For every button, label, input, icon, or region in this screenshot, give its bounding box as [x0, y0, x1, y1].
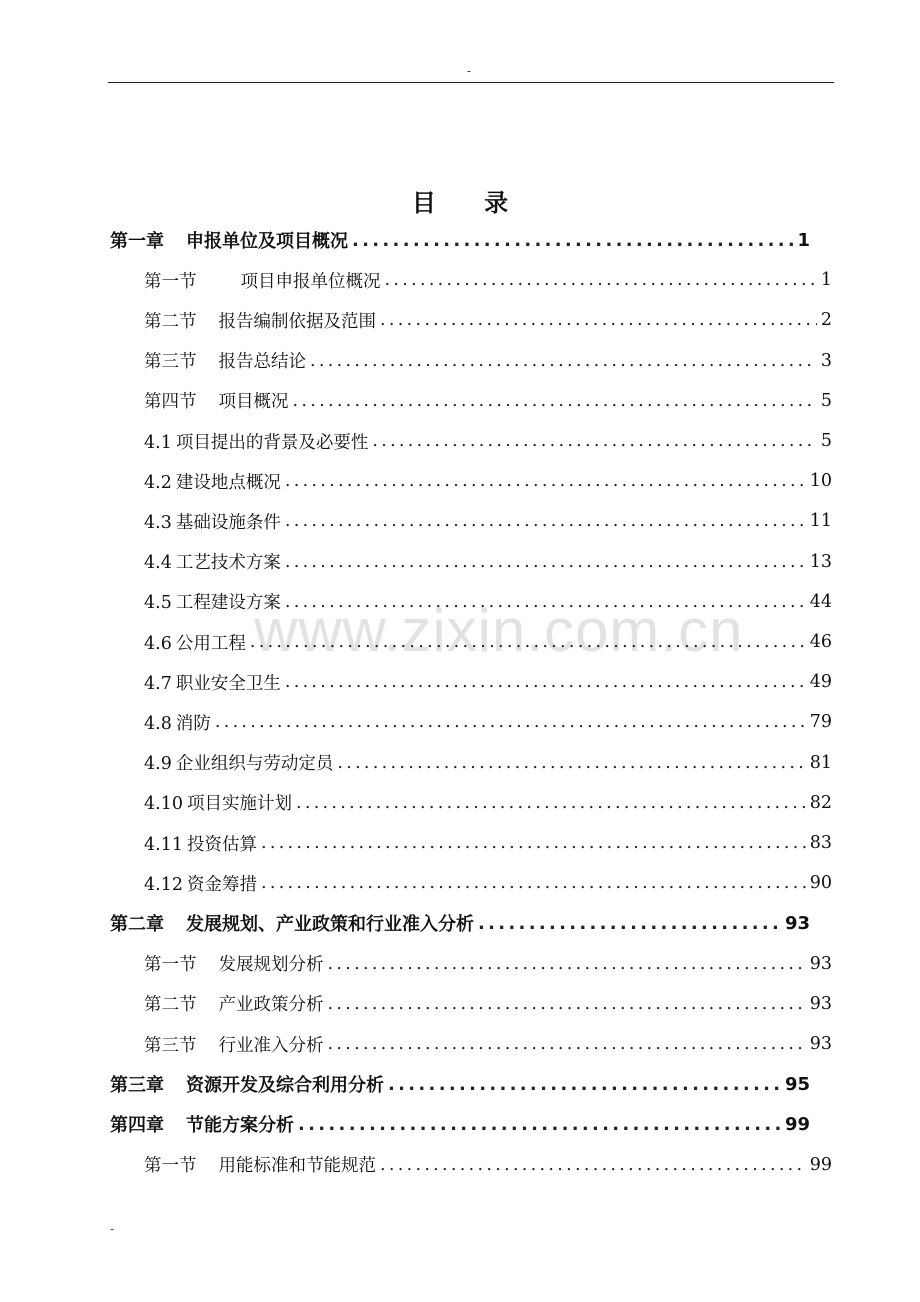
toc-entry-label [144, 831, 257, 856]
toc-entry-label [144, 630, 246, 655]
dot-leader [296, 793, 806, 813]
toc-entry-number: 第三章 [110, 1075, 164, 1097]
toc-section-entry[interactable] [144, 381, 832, 421]
toc-entry-title: 投资估算 [186, 834, 257, 855]
toc-entry-title: 项目申报单位概况 [240, 271, 381, 292]
toc-entry-title: 工艺技术方案 [175, 553, 281, 574]
dot-leader [298, 1114, 781, 1135]
toc-entry-title: 资金筹措 [186, 874, 257, 895]
toc-entry-title: 报告总结论 [218, 352, 306, 373]
header-rule [108, 82, 834, 83]
toc-section-entry[interactable] [144, 944, 832, 984]
toc-page-number: 13 [809, 551, 832, 572]
toc-entry-label [110, 227, 348, 253]
dot-leader [380, 1155, 806, 1175]
toc-entry-label [144, 589, 281, 614]
toc-entry-title: 建设地点概况 [175, 472, 281, 493]
toc-section-entry[interactable] [144, 783, 832, 823]
toc-entry-label [110, 910, 474, 936]
toc-chapter-entry[interactable] [110, 220, 810, 260]
toc-section-entry[interactable] [144, 260, 832, 300]
toc-entry-label [144, 469, 281, 494]
dot-leader [215, 712, 806, 732]
dot-leader [250, 632, 806, 652]
toc-entry-title: 公用工程 [175, 633, 246, 654]
toc-entry-label [144, 308, 376, 333]
dot-leader [478, 913, 781, 934]
toc-page-number: 93 [809, 1034, 832, 1054]
dot-leader [310, 351, 817, 371]
toc-entry-title: 发展规划分析 [218, 955, 324, 976]
toc-entry-label [144, 348, 306, 373]
toc-entry-number: 第一节 [144, 955, 197, 976]
dot-leader [385, 270, 817, 290]
toc-entry-number: 第二章 [110, 914, 164, 936]
header-mark: - [467, 64, 472, 78]
toc-section-entry[interactable] [144, 582, 832, 622]
toc-page-number: 44 [809, 591, 832, 612]
toc-entry-number: 第四章 [110, 1115, 164, 1137]
toc-entry-number: 4.8 [144, 713, 172, 734]
toc-entry-label [110, 1111, 294, 1137]
toc-entry-title: 职业安全卫生 [175, 673, 281, 694]
toc-page-number: 93 [809, 953, 832, 974]
toc-page-number: 82 [809, 792, 832, 813]
dot-leader [285, 592, 806, 612]
toc-section-entry[interactable] [144, 1024, 832, 1064]
toc-entry-title: 用能标准和节能规范 [218, 1156, 376, 1177]
toc-entry-label [144, 951, 324, 976]
toc-section-entry[interactable] [144, 421, 832, 461]
toc-entry-label [144, 750, 333, 775]
toc-entry-title: 资源开发及综合利用分析 [186, 1075, 384, 1097]
toc-page-number: 90 [809, 873, 832, 894]
toc-entry-label [144, 991, 324, 1016]
dot-leader [352, 230, 793, 251]
toc-section-entry[interactable] [144, 743, 832, 783]
toc-section-entry[interactable] [144, 501, 832, 541]
toc-entry-number: 第四节 [144, 392, 197, 413]
toc-entry-number: 4.1 [144, 432, 172, 453]
toc-page-number: 11 [809, 511, 832, 532]
dot-leader [388, 1074, 781, 1095]
toc-page-number: 2 [820, 310, 832, 331]
toc-section-entry[interactable] [144, 341, 832, 381]
toc-entry-number: 4.5 [144, 593, 172, 614]
toc-entry-title: 项目提出的背景及必要性 [175, 432, 369, 453]
toc-entry-title: 申报单位及项目概况 [186, 231, 348, 252]
dot-leader [285, 471, 806, 491]
toc-page-number: 83 [809, 833, 832, 853]
toc-entry-label [144, 790, 292, 815]
toc-section-entry[interactable] [144, 542, 832, 582]
toc-page-number: 95 [784, 1073, 810, 1095]
toc-chapter-entry[interactable] [110, 1064, 810, 1104]
toc-page-number: 79 [809, 712, 832, 733]
toc-section-entry[interactable] [144, 984, 832, 1024]
toc-entry-label [144, 710, 211, 735]
toc-entry-title: 消防 [175, 713, 211, 734]
toc-entry-title: 项目概况 [218, 392, 289, 413]
toc-page-number: 1 [797, 229, 810, 251]
toc-entry-title: 项目实施计划 [186, 794, 292, 815]
toc-page-number: 5 [820, 390, 832, 411]
dot-leader [293, 391, 817, 411]
toc-entry-label [144, 268, 381, 293]
toc-page-number: 99 [809, 1154, 832, 1175]
toc-page-number: 49 [809, 672, 832, 693]
dot-leader [328, 954, 806, 974]
toc-entry-title: 行业准入分析 [218, 1035, 324, 1056]
toc-entry-number: 第一节 [144, 271, 197, 292]
toc-entry-label [144, 429, 368, 454]
toc-entry-title: 企业组织与劳动定员 [175, 754, 334, 775]
toc-entry-label [144, 871, 257, 896]
toc-entry-number: 4.9 [144, 754, 172, 775]
toc-page-number: 93 [809, 993, 832, 1014]
toc-entry-label [144, 670, 281, 695]
toc-entry-title: 产业政策分析 [218, 995, 324, 1016]
watermark: www.zixin.com.cn [254, 597, 744, 664]
toc-entry-number: 4.3 [144, 512, 172, 533]
toc-page-number: 93 [784, 912, 810, 934]
toc-entry-label [144, 388, 289, 413]
toc-entry-number: 第一节 [144, 1156, 197, 1177]
toc-entry-number: 4.6 [144, 633, 172, 654]
toc-entry-title: 工程建设方案 [175, 593, 281, 614]
toc-entry-number: 4.7 [144, 673, 172, 694]
toc-page-number: 10 [809, 471, 832, 492]
toc-chapter-entry[interactable] [110, 1104, 810, 1144]
toc-entry-label [110, 1071, 384, 1097]
dot-leader [261, 873, 806, 893]
toc-entry-number: 4.11 [144, 834, 183, 855]
dot-leader [328, 994, 806, 1014]
toc-section-entry[interactable] [144, 622, 832, 662]
toc-entry-title: 发展规划、产业政策和行业准入分析 [186, 914, 474, 936]
dot-leader [285, 552, 806, 572]
toc-section-entry[interactable] [144, 823, 832, 863]
toc-title: 目 录 [411, 189, 529, 217]
toc-section-entry[interactable] [144, 662, 832, 702]
dot-leader [380, 310, 817, 330]
toc-page-number: 1 [820, 270, 832, 291]
toc-entry-label [144, 549, 281, 574]
toc-section-entry[interactable] [144, 461, 832, 501]
toc-chapter-entry[interactable] [110, 903, 810, 943]
toc-section-entry[interactable] [144, 702, 832, 742]
toc-entry-number: 第三节 [144, 352, 197, 373]
toc-page-number: 81 [809, 752, 832, 773]
toc-entry-number: 第二节 [144, 311, 197, 332]
toc-page-number: 99 [784, 1113, 810, 1135]
toc-entry-label [144, 1152, 376, 1177]
toc-entry-number: 第一章 [110, 231, 164, 252]
toc-entry-title: 基础设施条件 [175, 512, 281, 533]
toc-entry-title: 报告编制依据及范围 [218, 311, 376, 332]
toc-entry-number: 4.2 [144, 472, 172, 493]
toc-page-number: 46 [809, 632, 832, 652]
toc-section-entry[interactable] [144, 863, 832, 903]
toc-entry-number: 4.12 [144, 874, 183, 895]
toc-entry-number: 4.4 [144, 553, 172, 574]
toc-entry-title: 节能方案分析 [186, 1115, 294, 1137]
dot-leader [285, 511, 806, 531]
dot-leader [328, 1034, 806, 1054]
toc-entry-label [144, 1032, 324, 1057]
dot-leader [372, 431, 817, 451]
toc-entry-number: 第二节 [144, 995, 197, 1016]
dot-leader [285, 672, 806, 692]
toc-page-number: 5 [820, 431, 832, 451]
toc-section-entry[interactable] [144, 1145, 832, 1185]
dot-leader [261, 833, 806, 853]
dot-leader [337, 753, 805, 773]
footer-mark: - [110, 1222, 115, 1236]
toc-section-entry[interactable] [144, 300, 832, 340]
toc-entry-label [144, 509, 281, 534]
toc-page-number: 3 [820, 350, 832, 371]
toc-entry-number: 第三节 [144, 1035, 197, 1056]
toc-entry-number: 4.10 [144, 794, 183, 815]
